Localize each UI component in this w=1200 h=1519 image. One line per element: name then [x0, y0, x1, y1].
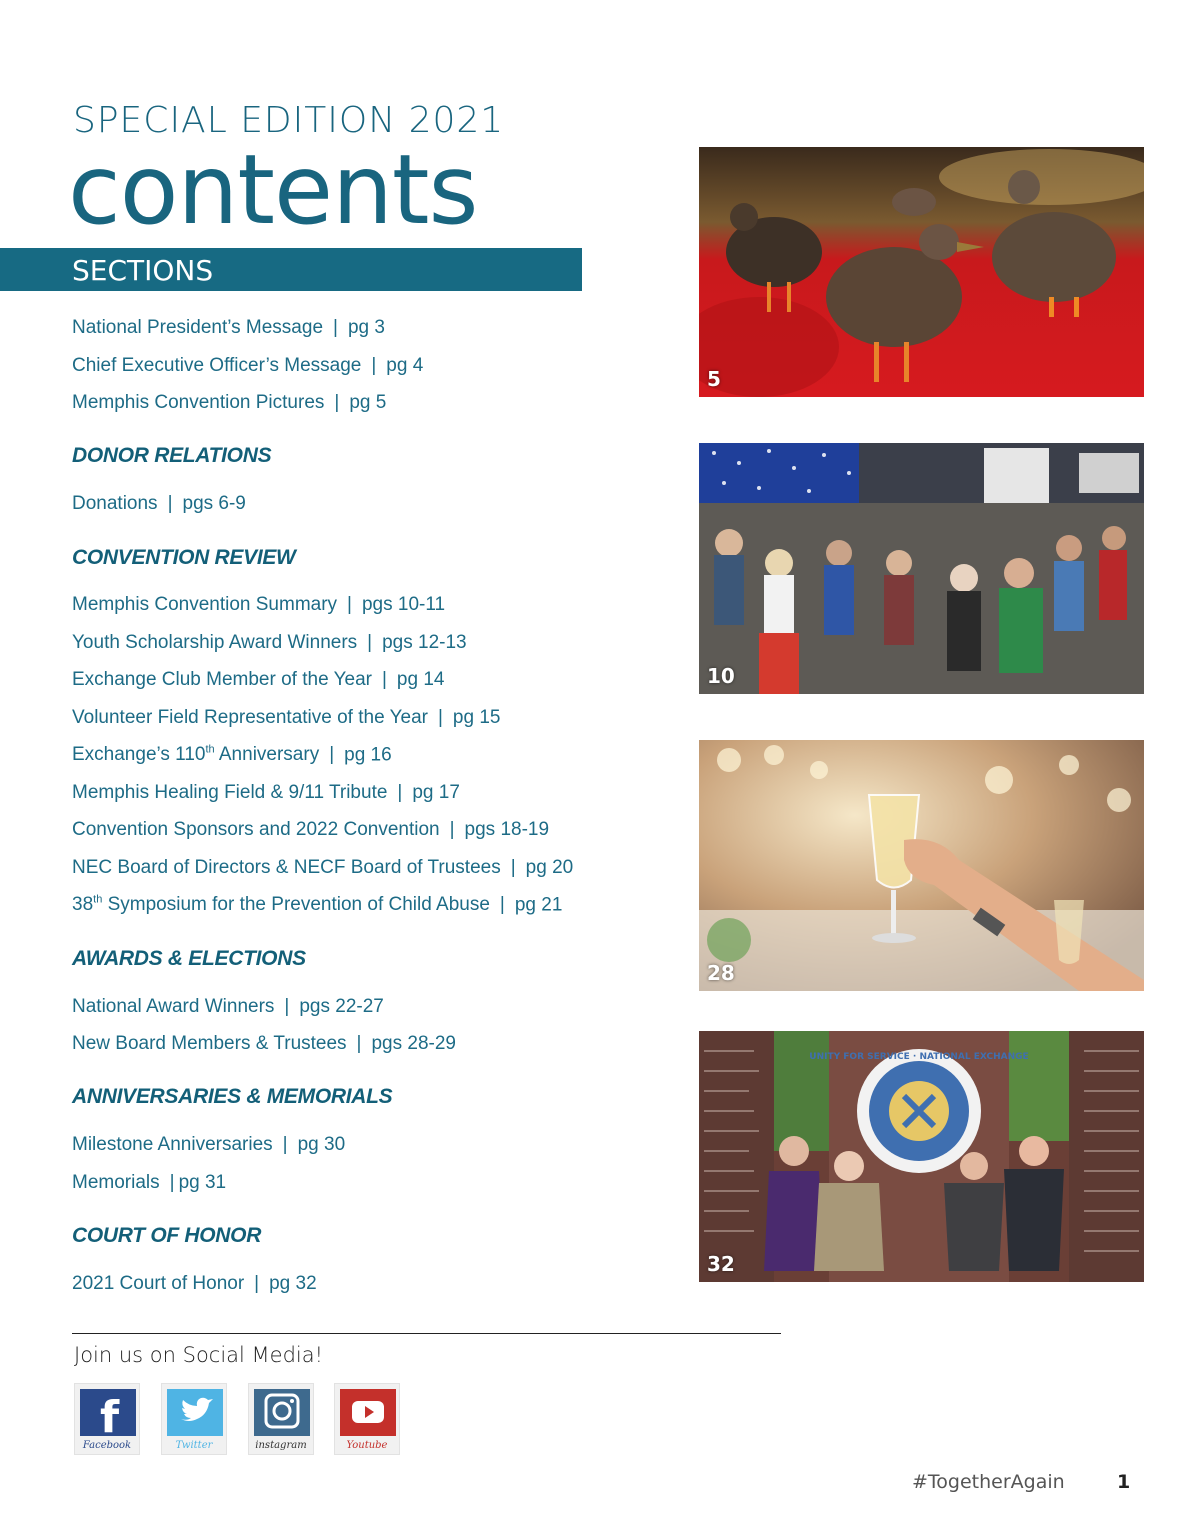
toc-item[interactable]: NEC Board of Directors & NECF Board of Trustees | pg 20 — [72, 857, 574, 878]
toc-item-page: pg 32 — [269, 1273, 317, 1294]
social-media-label: Join us on Social Media! — [74, 1343, 324, 1367]
toc-item-title-text: Exchange’s 110 — [72, 744, 206, 766]
instagram-caption: instagram — [255, 1440, 307, 1451]
twitter-icon — [167, 1389, 223, 1436]
sections-bar — [0, 248, 582, 291]
toc-item-title: Memphis Convention Pictures — [72, 392, 325, 413]
facebook-icon — [80, 1389, 136, 1436]
toc-item-page: pg 30 — [297, 1134, 346, 1155]
toc-item[interactable]: Memphis Healing Field & 9/11 Tribute | pg 17 — [72, 782, 460, 803]
toc-item[interactable]: Volunteer Field Representative of the Year | pg 15 — [72, 707, 501, 728]
toc-item[interactable]: 2021 Court of Honor | pg 32 — [72, 1273, 317, 1294]
toc-item-page: pgs 28-29 — [371, 1033, 456, 1054]
toc-item[interactable]: Milestone Anniversaries | pg 30 — [72, 1134, 346, 1155]
page-title: contents — [68, 134, 478, 246]
hashtag: #TogetherAgain — [912, 1471, 1065, 1493]
sections-label: SECTIONS — [72, 254, 214, 287]
toc-item-title: Chief Executive Officer’s Message — [72, 355, 362, 376]
toc-item-title-text: 38 — [72, 894, 94, 916]
toc-item-title: 2021 Court of Honor — [72, 1273, 245, 1294]
divider — [72, 1333, 781, 1334]
toc-item[interactable]: Chief Executive Officer’s Message | pg 4 — [72, 355, 424, 376]
toc-item-title: Convention Sponsors and 2022 Convention — [72, 819, 440, 840]
toc-item-page: pgs 18-19 — [464, 819, 550, 840]
toc-item-page: pgs 22-27 — [299, 996, 384, 1017]
toc-item[interactable]: Memorials | pg 31 — [72, 1172, 227, 1193]
toc-item[interactable]: Convention Sponsors and 2022 Convention | pgs 18-19 — [72, 819, 550, 840]
toc-item-page: pg 5 — [349, 392, 387, 413]
photo-page-number: 5 — [707, 367, 721, 391]
section-heading-court-of-honor: COURT OF HONOR — [72, 1224, 262, 1247]
toc-item[interactable]: Exchange’s 110th Anniversary | pg 16 — [72, 744, 392, 766]
section-heading-donor-relations: DONOR RELATIONS — [72, 444, 272, 467]
toc-item-page: pgs 10-11 — [361, 594, 446, 615]
photo-page-number: 10 — [707, 664, 735, 688]
toc-item-title-text: Symposium for the Prevention of Child Abuse — [102, 894, 490, 916]
toc-item[interactable]: National President’s Message | pg 3 — [72, 317, 385, 338]
toc-item-title: National Award Winners — [72, 996, 275, 1017]
toc-item-page: pg 21 — [514, 894, 563, 916]
toc-item-title: Memphis Convention Summary — [72, 594, 338, 615]
photo-dance[interactable] — [699, 443, 1144, 694]
facebook-caption: Facebook — [82, 1440, 132, 1451]
toc-item-title: National President’s Message — [72, 317, 324, 338]
seal-text: UNITY FOR SERVICE · NATIONAL EXCHANGE — [809, 1052, 1029, 1062]
section-heading-anniversaries-memorials: ANNIVERSARIES & MEMORIALS — [72, 1085, 393, 1108]
ordinal-suffix: th — [205, 744, 215, 756]
toc-item-title: New Board Members & Trustees — [72, 1033, 347, 1054]
page-number: 1 — [1117, 1471, 1131, 1493]
toc-item[interactable]: National Award Winners | pgs 22-27 — [72, 996, 384, 1017]
toc-item-title-text: Anniversary — [214, 744, 320, 766]
toc-item-title: Milestone Anniversaries — [72, 1134, 273, 1155]
toc-item-title — [72, 894, 490, 915]
toc-item-page: pg 3 — [347, 317, 385, 338]
section-heading-convention-review: CONVENTION REVIEW — [72, 546, 296, 569]
instagram-button[interactable] — [248, 1383, 314, 1455]
toc-item[interactable]: Exchange Club Member of the Year | pg 14 — [72, 669, 445, 690]
dance-image — [699, 443, 1144, 694]
toc-item-page: pg 31 — [178, 1172, 227, 1193]
toc-item-page: pg 4 — [386, 355, 424, 376]
toc-item-page: pg 20 — [525, 857, 574, 878]
ducks-image — [699, 147, 1144, 397]
toc-item[interactable]: 38th Symposium for the Prevention of Child Abuse | pg 21 — [72, 894, 563, 916]
toc-item-title: Volunteer Field Representative of the Year — [72, 707, 428, 728]
toc-item-page: pgs 6-9 — [182, 493, 246, 514]
toc-item-page: pg 14 — [396, 669, 445, 690]
toc-item-page: pg 16 — [344, 744, 392, 766]
instagram-icon — [254, 1389, 310, 1436]
toc-item-title — [72, 744, 319, 765]
photo-toast[interactable] — [699, 740, 1144, 991]
twitter-caption: Twitter — [175, 1440, 213, 1451]
toc-item-title: Donations — [72, 493, 158, 514]
photo-group[interactable] — [699, 1031, 1144, 1282]
toc-item[interactable]: New Board Members & Trustees | pgs 28-29 — [72, 1033, 456, 1054]
photo-page-number: 32 — [707, 1252, 735, 1276]
ordinal-suffix: th — [93, 894, 103, 906]
toc-item[interactable]: Memphis Convention Pictures | pg 5 — [72, 392, 387, 413]
toc-item[interactable]: Youth Scholarship Award Winners | pgs 12-13 — [72, 632, 467, 653]
svg-text:f: f — [100, 1392, 120, 1436]
toc-item-page: pg 17 — [412, 782, 460, 803]
toc-item-title: NEC Board of Directors & NECF Board of Trustees — [72, 857, 501, 878]
toc-item-page: pgs 12-13 — [382, 632, 467, 653]
toc-item-title: Exchange Club Member of the Year — [72, 669, 372, 690]
toc-item-title: Youth Scholarship Award Winners — [72, 632, 358, 653]
youtube-caption: Youtube — [346, 1440, 388, 1451]
photo-ducks[interactable] — [699, 147, 1144, 397]
youtube-button[interactable] — [334, 1383, 400, 1455]
toc-item-title: Memphis Healing Field & 9/11 Tribute — [72, 782, 388, 803]
toast-image — [699, 740, 1144, 991]
toc-item-title: Memorials — [72, 1172, 160, 1193]
youtube-icon — [340, 1389, 396, 1436]
group-image — [699, 1031, 1144, 1282]
twitter-button[interactable] — [161, 1383, 227, 1455]
toc-item[interactable]: Donations | pgs 6-9 — [72, 493, 246, 514]
facebook-button[interactable] — [74, 1383, 140, 1455]
toc-item-page: pg 15 — [452, 707, 501, 728]
toc-item[interactable]: Memphis Convention Summary | pgs 10-11 — [72, 594, 446, 615]
edition-label: SPECIAL EDITION 2021 — [73, 100, 505, 141]
section-heading-awards-elections: AWARDS & ELECTIONS — [72, 947, 306, 970]
photo-page-number: 28 — [707, 961, 735, 985]
